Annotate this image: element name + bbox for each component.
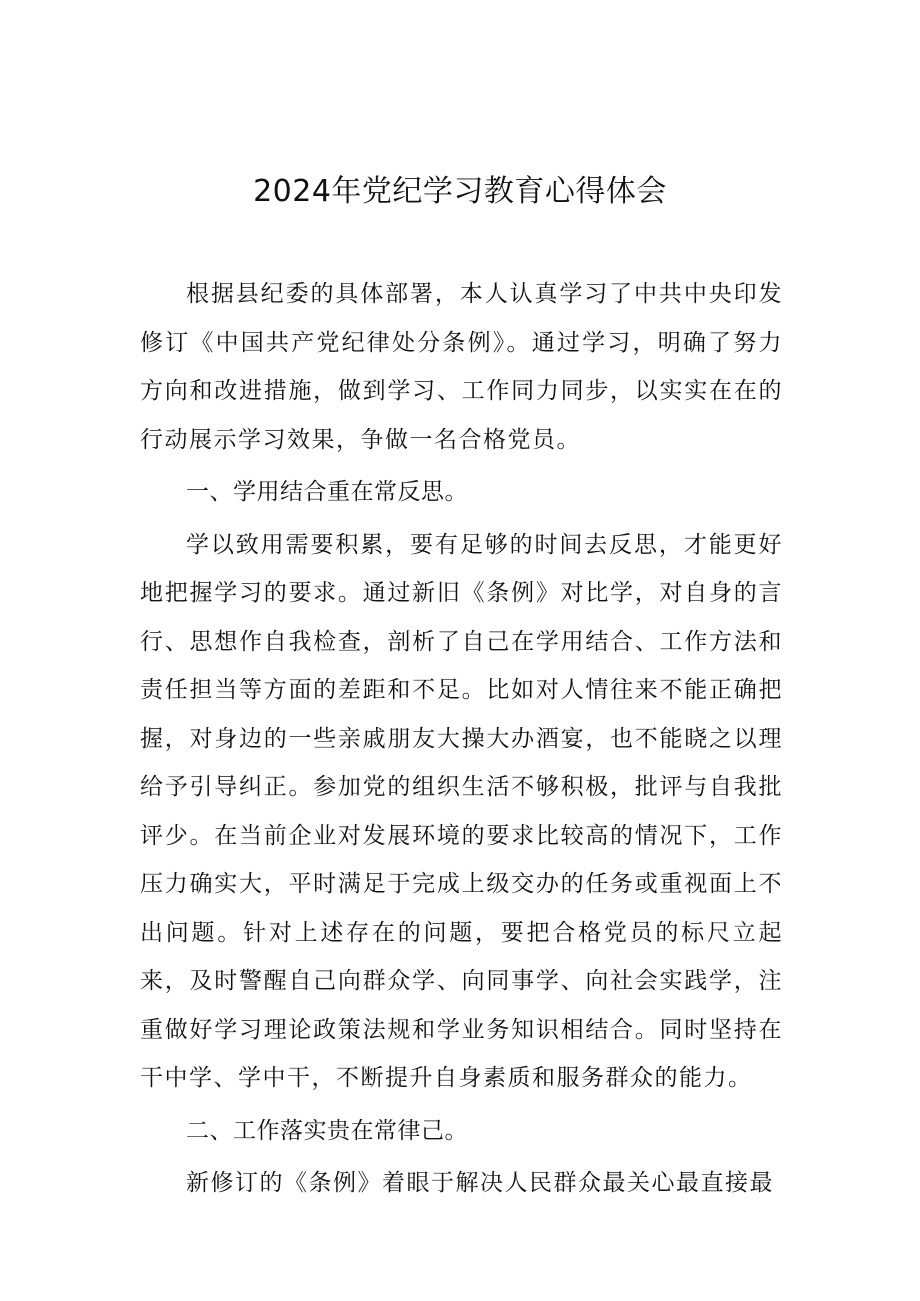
document-body	[140, 270, 783, 1208]
section-heading-two: 二、工作落实贵在常律己。	[186, 1117, 468, 1144]
intro-paragraph: 根据县纪委的具体部署，本人认真学习了中共中央印发修订《中国共产党纪律处分条例》。通过学习，明确了努力方向和改进措施，做到学习、工作同力同步，以实实在在的行动展示学习效果，争做一名合格党员。	[140, 281, 783, 453]
document-title: 2024年党纪学习教育心得体会	[253, 174, 667, 209]
section-one-paragraph: 学以致用需要积累，要有足够的时间去反思，才能更好地把握学习的要求。通过新旧《条例》对比学，对自身的言行、思想作自我检查，剖析了自己在学用结合、工作方法和责任担当等方面的差距和不足。比如对人情往来不能正确把握，对身边的一些亲戚朋友大操大办酒宴，也不能晓之以理给予引导纠正。参加党的组织生活不够积极，批评与自我批评少。在当前企业对发展环境的要求比较高的情况下，工作压力确实大，平时满足于完成上级交办的任务或重视面上不出问题。针对上述存在的问题，要把合格党员的标尺立起来，及时警醒自己向群众学、向同事学、向社会实践学，注重做好学习理论政策法规和学业务知识相结合。同时坚持在干中学、学中干，不断提升自身素质和服务群众的能力。	[140, 531, 783, 1091]
section-two-paragraph: 新修订的《条例》着眼于解决人民群众最关心最直接最	[186, 1170, 774, 1196]
section-heading-one: 一、学用结合重在常反思。	[186, 479, 468, 505]
